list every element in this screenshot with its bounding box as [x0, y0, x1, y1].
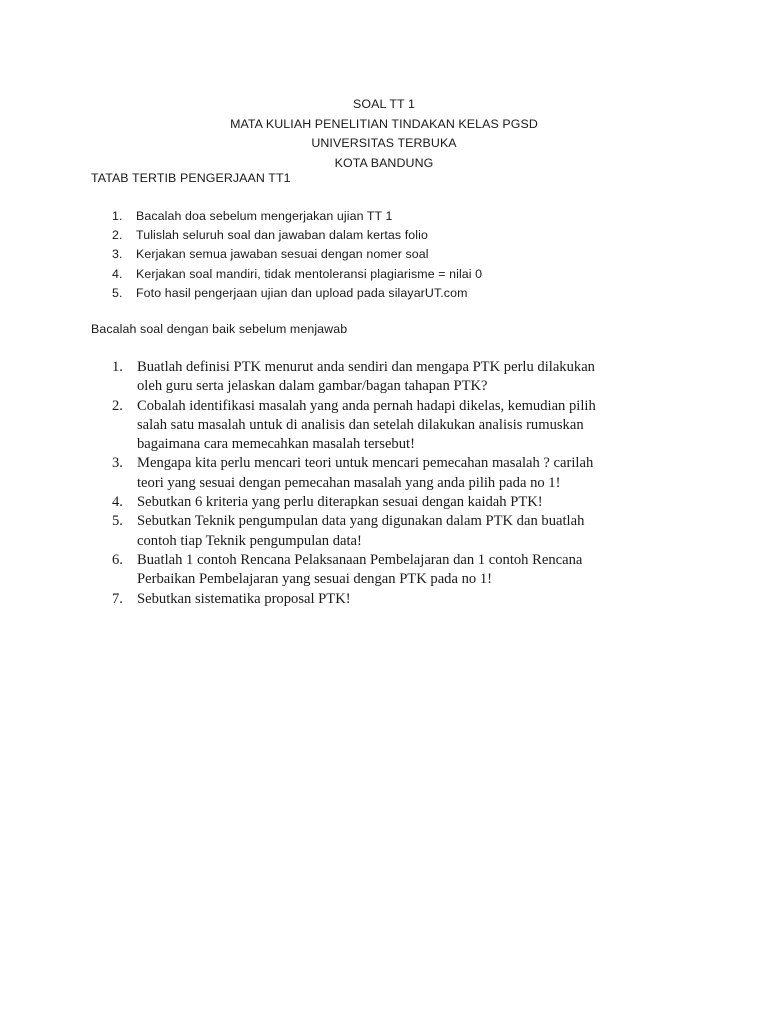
university-name: UNIVERSITAS TERBUKA — [311, 136, 457, 150]
question-text-line: contoh tiap Teknik pengumpulan data! — [137, 532, 362, 549]
rule-text: Bacalah doa sebelum mengerjakan ujian TT 1 — [136, 209, 393, 223]
question-number: 3. — [112, 455, 123, 472]
question-item — [112, 397, 672, 455]
rule-item — [112, 245, 482, 264]
rule-number: 4. — [112, 266, 123, 281]
rules-list — [112, 207, 482, 303]
rule-text: Kerjakan soal mandiri, tidak mentoleransi plagiarisme = nilai 0 — [136, 266, 483, 281]
question-number: 2. — [112, 397, 123, 414]
question-text-line: Buatlah definisi PTK menurut anda sendiri dan mengapa PTK perlu dilakukan — [137, 359, 595, 375]
question-text-line: Buatlah 1 contoh Rencana Pelaksanaan Pembelajaran dan 1 contoh Rencana — [137, 551, 583, 568]
question-number: 5. — [112, 513, 123, 530]
question-item — [112, 551, 672, 590]
rule-number: 3. — [112, 247, 123, 262]
city-name: KOTA BANDUNG — [334, 155, 434, 170]
question-text-line: Sebutkan Teknik pengumpulan data yang digunakan dalam PTK dan buatlah — [137, 513, 585, 530]
rule-text: Foto hasil pengerjaan ujian dan upload pada silayarUT.com — [136, 285, 468, 300]
rule-item — [112, 265, 482, 284]
document-header — [0, 95, 768, 173]
rule-text: Tulislah seluruh soal dan jawaban dalam kertas folio — [136, 228, 428, 243]
question-text-line: Mengapa kita perlu mencari teori untuk mencari pemecahan masalah ? carilah — [137, 455, 594, 472]
rule-item — [112, 284, 482, 303]
question-number: 1. — [112, 359, 123, 375]
question-number: 4. — [112, 494, 123, 511]
question-text-line: Perbaikan Pembelajaran yang sesuai dengan PTK pada no 1! — [137, 571, 493, 588]
question-list — [112, 358, 672, 609]
question-number: 6. — [112, 551, 123, 568]
rule-number: 5. — [112, 285, 123, 300]
question-text-line: oleh guru serta jelaskan dalam gambar/bagan tahapan PTK? — [137, 378, 488, 395]
rule-number: 1. — [112, 209, 123, 223]
question-item — [112, 590, 672, 609]
question-item — [112, 512, 672, 551]
question-text-line: salah satu masalah untuk di analisis dan setelah dilakukan analisis rumuskan — [137, 416, 584, 433]
rule-item — [112, 207, 482, 226]
question-item — [112, 493, 672, 512]
question-number: 7. — [112, 590, 123, 607]
rule-item — [112, 226, 482, 245]
question-item — [112, 454, 672, 493]
rule-number: 2. — [112, 228, 123, 243]
question-text-line: bagaimana cara memecahkan masalah tersebut! — [137, 436, 415, 453]
question-text-line: Sebutkan 6 kriteria yang perlu diterapkan sesuai dengan kaidah PTK! — [137, 494, 543, 511]
question-item — [112, 358, 672, 397]
question-text-line: Sebutkan sistematika proposal PTK! — [137, 590, 351, 607]
instruction-text: Bacalah soal dengan baik sebelum menjawab — [91, 322, 348, 336]
course-name: MATA KULIAH PENELITIAN TINDAKAN KELAS PGSD — [230, 116, 538, 131]
exam-title: SOAL TT 1 — [353, 97, 415, 111]
question-text-line: teori yang sesuai dengan pemecahan masalah yang anda pilih pada no 1! — [137, 474, 561, 491]
rules-heading: TATAB TERTIB PENGERJAAN TT1 — [91, 171, 291, 185]
rule-text: Kerjakan semua jawaban sesuai dengan nomer soal — [136, 247, 429, 262]
question-text-line: Cobalah identifikasi masalah yang anda pernah hadapi dikelas, kemudian pilih — [137, 397, 596, 414]
